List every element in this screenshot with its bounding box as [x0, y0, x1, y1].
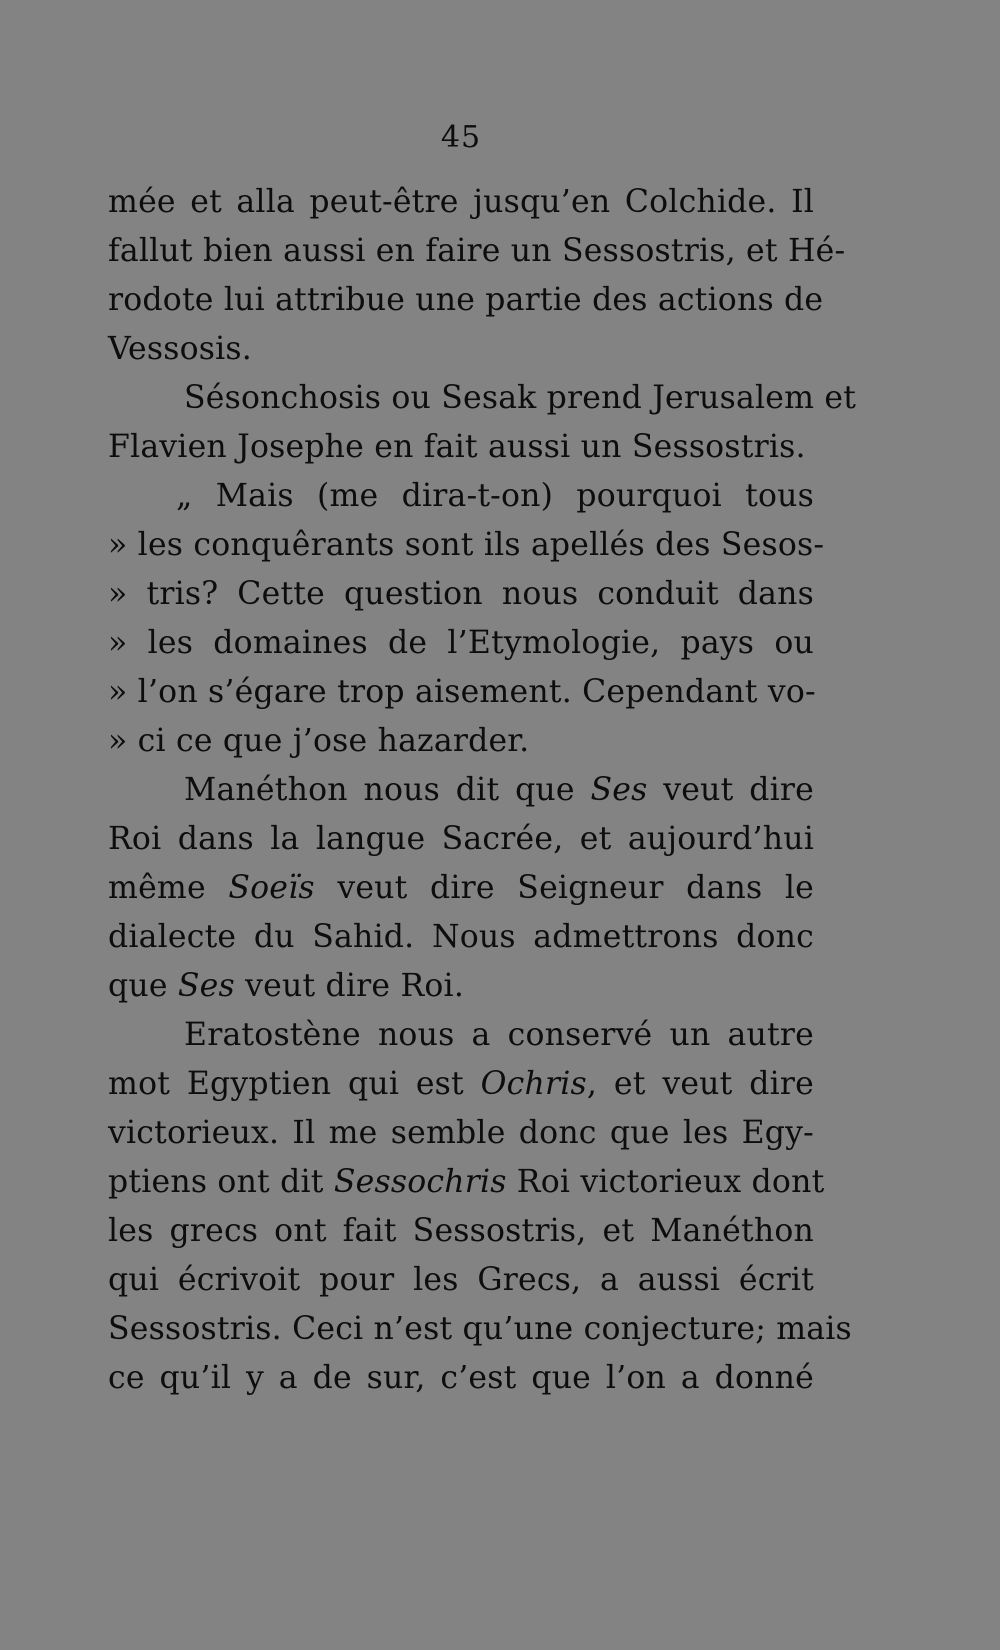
text-line [108, 1158, 825, 1207]
text-line [108, 717, 814, 766]
text-segment: mée et alla peut-être jusqu’en Colchide. Il [108, 184, 814, 220]
text-segment: victorieux. Il me semble donc que les Egy- [108, 1115, 814, 1151]
text-segment: même [108, 870, 229, 906]
text-segment: » tris? Cette question nous conduit dans [108, 576, 814, 612]
text-line [108, 521, 825, 570]
text-line [108, 1305, 852, 1354]
text-segment: Vessosis. [108, 331, 253, 367]
text-segment: veut dire Roi. [234, 968, 465, 1004]
text-segment: mot Egyptien qui est [108, 1066, 481, 1102]
text-segment: ptiens ont dit [108, 1164, 334, 1200]
text-line [108, 766, 814, 815]
text-line [108, 374, 857, 423]
text-segment: Flavien Josephe en fait aussi un Sessostris. [108, 429, 806, 465]
text-line [108, 1011, 814, 1060]
text-segment: rodote lui attribue une partie des actions de [108, 282, 824, 318]
text-segment: Roi victorieux dont [506, 1164, 825, 1200]
text-segment: » les conquêrants sont ils apellés des Sesos- [108, 527, 825, 563]
text-line [108, 815, 814, 864]
text-line [108, 1060, 814, 1109]
text-segment: „ Mais (me dira-t-on) pourquoi tous [176, 478, 814, 514]
text-line [108, 619, 814, 668]
text-line [108, 1207, 814, 1256]
text-segment: » ci ce que j’ose hazarder. [108, 723, 530, 759]
italic-word: Ses [177, 968, 235, 1004]
italic-word: Soeïs [228, 870, 315, 906]
text-segment: ce qu’il y a de sur, c’est que l’on a donné [108, 1360, 814, 1396]
text-segment: les grecs ont fait Sessostris, et Manéthon [108, 1213, 814, 1249]
text-line [108, 864, 814, 913]
text-line [108, 472, 814, 521]
text-segment: » les domaines de l’Etymologie, pays ou [108, 625, 814, 661]
text-line [108, 1354, 814, 1403]
text-segment: fallut bien aussi en faire un Sessostris, et Hé- [108, 233, 846, 269]
italic-word: Ses [590, 772, 648, 808]
text-segment: veut dire Seigneur dans le [314, 870, 814, 906]
text-segment: Manéthon nous dit que [184, 772, 591, 808]
text-segment: Sésonchosis ou Sesak prend Jerusalem et [184, 380, 857, 416]
body-text [108, 178, 857, 1403]
text-line [108, 227, 846, 276]
text-segment: , et veut dire [586, 1066, 814, 1102]
text-segment: Sessostris. Ceci n’est qu’une conjecture; mais [108, 1311, 852, 1347]
text-line [108, 325, 814, 374]
text-segment: Roi dans la langue Sacrée, et aujourd’hui [108, 821, 814, 857]
text-line [108, 913, 814, 962]
text-segment: qui écrivoit pour les Grecs, a aussi écrit [108, 1262, 814, 1298]
text-line [108, 423, 814, 472]
text-segment: dialecte du Sahid. Nous admettrons donc [108, 919, 814, 955]
text-segment: Eratostène nous a conservé un autre [184, 1017, 814, 1053]
text-line [108, 1256, 814, 1305]
text-line [108, 668, 814, 717]
text-segment: veut dire [647, 772, 814, 808]
italic-word: Ochris [480, 1066, 587, 1102]
text-line [108, 570, 814, 619]
page-number: 45 [440, 120, 482, 155]
text-line [108, 962, 814, 1011]
text-segment: que [108, 968, 178, 1004]
text-line [108, 1109, 814, 1158]
text-line [108, 276, 824, 325]
italic-word: Sessochris [333, 1164, 507, 1200]
text-segment: » l’on s’égare trop aisement. Cependant vo- [108, 674, 816, 710]
text-line [108, 178, 814, 227]
